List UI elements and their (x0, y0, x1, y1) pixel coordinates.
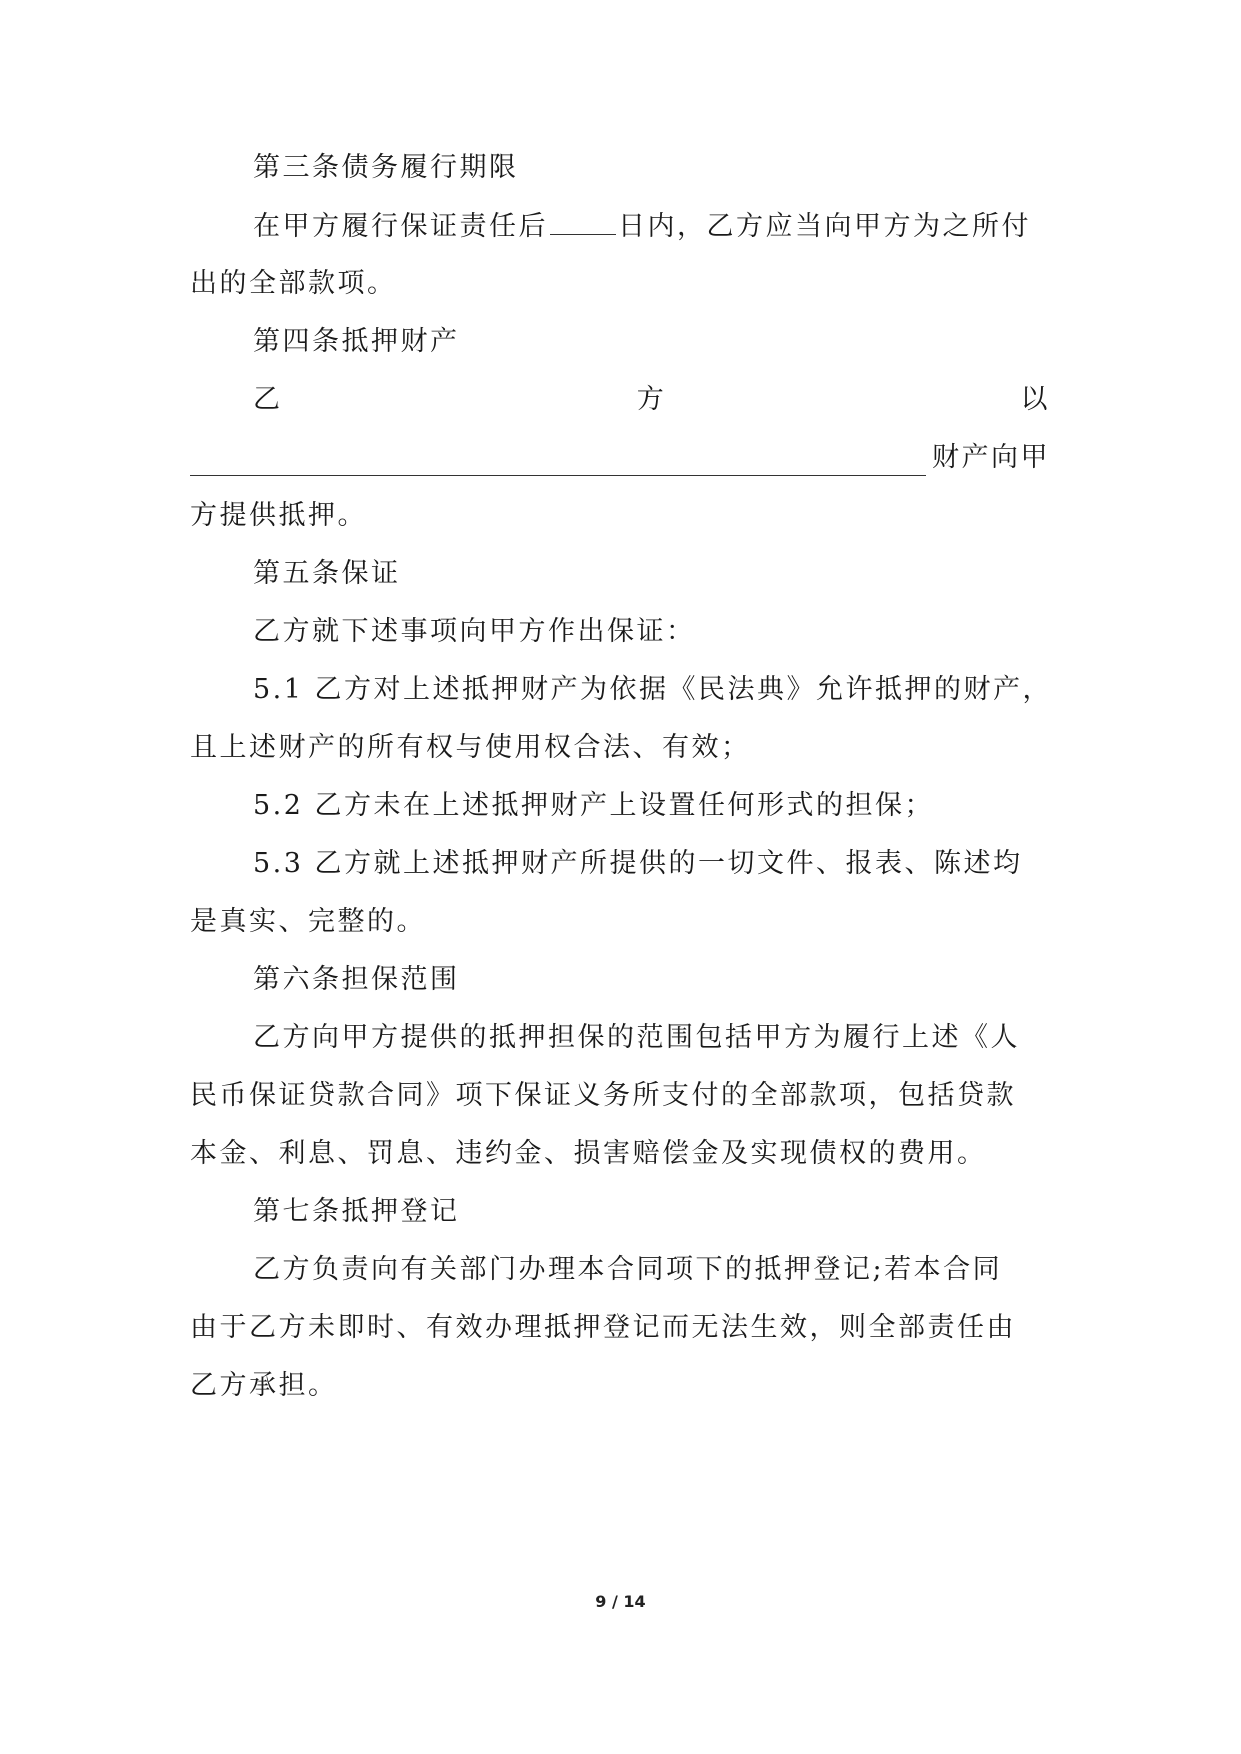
article-6-heading: 第六条担保范围 (253, 964, 460, 995)
article-3-paragraph-line-1 (253, 208, 1031, 245)
article-5-heading: 第五条保证 (253, 558, 401, 589)
spread-char-3: 以 (1020, 384, 1050, 415)
article-6-line-1: 乙方向甲方提供的抵押担保的范围包括甲方为履行上述《人 (253, 1022, 1020, 1053)
days-blank-field (550, 208, 616, 235)
article-5-item-2: 5.2 乙方未在上述抵押财产上设置任何形式的担保； (253, 790, 935, 821)
article-4-rule-line (190, 440, 1050, 476)
article-7-line-1: 乙方负责向有关部门办理本合同项下的抵押登记;若本合同 (253, 1254, 1003, 1285)
article-5-intro: 乙方就下述事项向甲方作出保证： (253, 616, 696, 647)
page-number: 9 / 14 (595, 1592, 646, 1611)
article-5-item-3-line-2: 是真实、完整的。 (190, 906, 426, 937)
article-5-item-3-line-1: 5.3 乙方就上述抵押财产所提供的一切文件、报表、陈述均 (253, 848, 1023, 879)
article-6-line-3: 本金、利息、罚息、违约金、损害赔偿金及实现债权的费用。 (190, 1138, 987, 1169)
article-3-text-before-blank: 在甲方履行保证责任后 (253, 211, 548, 242)
article-4-rule-tail: 财产向甲 (932, 442, 1050, 473)
article-5-item-1-line-2: 且上述财产的所有权与使用权合法、有效； (190, 732, 751, 763)
article-7-line-3: 乙方承担。 (190, 1370, 338, 1401)
article-4-line-3: 方提供抵押。 (190, 500, 367, 531)
article-6-line-2: 民币保证贷款合同》项下保证义务所支付的全部款项，包括贷款 (190, 1080, 1016, 1111)
article-4-spread-line (190, 382, 1050, 418)
article-4-heading: 第四条抵押财产 (253, 326, 460, 357)
spread-char-2: 方 (636, 384, 667, 415)
article-5-item-1-line-1: 5.1 乙方对上述抵押财产为依据《民法典》允许抵押的财产， (253, 674, 1053, 705)
article-3-heading: 第三条债务履行期限 (253, 152, 519, 183)
article-7-heading: 第七条抵押登记 (253, 1196, 460, 1227)
spread-char-1: 乙 (253, 384, 283, 415)
property-blank-field (190, 449, 926, 476)
article-3-paragraph-line-2: 出的全部款项。 (190, 268, 397, 299)
article-7-line-2: 由于乙方未即时、有效办理抵押登记而无法生效，则全部责任由 (190, 1312, 1016, 1343)
article-3-text-after-blank: 日内，乙方应当向甲方为之所付 (618, 211, 1031, 242)
